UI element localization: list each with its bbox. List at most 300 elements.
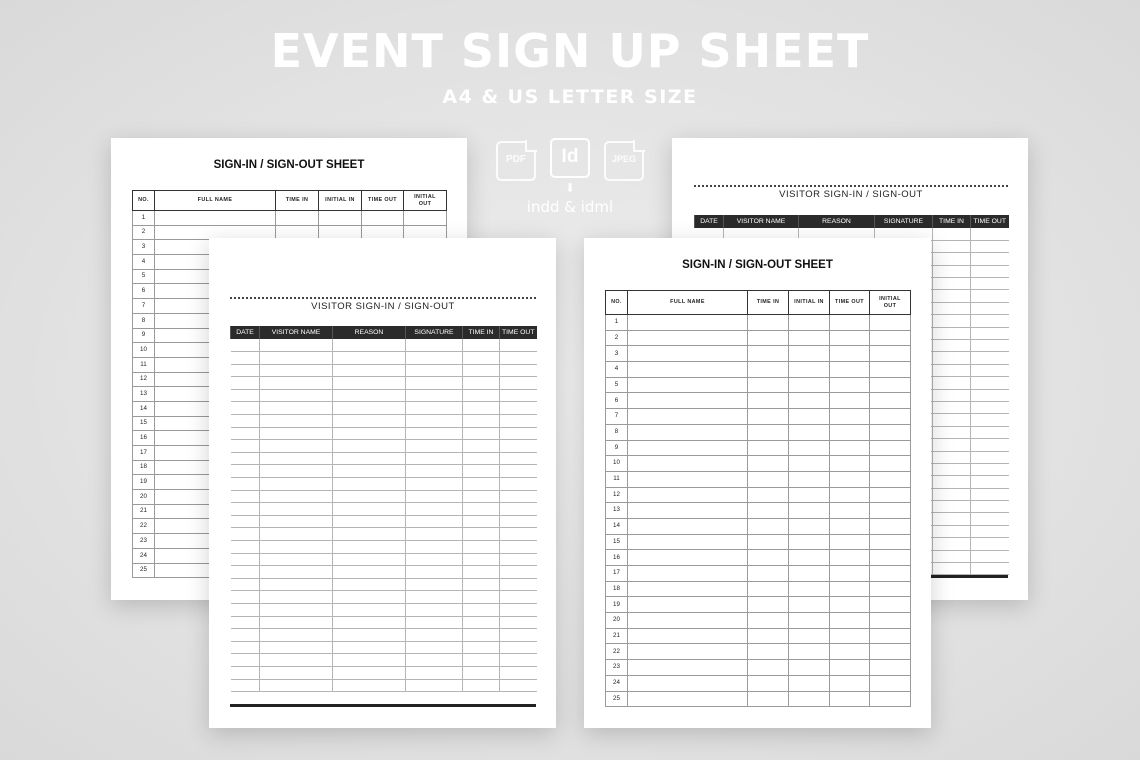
entry-cell[interactable] bbox=[748, 597, 789, 613]
entry-cell[interactable] bbox=[406, 503, 463, 516]
entry-cell[interactable] bbox=[231, 440, 260, 453]
entry-cell[interactable] bbox=[260, 465, 333, 478]
entry-cell[interactable] bbox=[628, 660, 748, 676]
entry-cell[interactable] bbox=[933, 290, 971, 302]
entry-cell[interactable] bbox=[830, 330, 870, 346]
entry-cell[interactable] bbox=[406, 364, 463, 377]
entry-cell[interactable] bbox=[260, 616, 333, 629]
entry-cell[interactable] bbox=[971, 525, 1009, 537]
entry-cell[interactable] bbox=[870, 487, 911, 503]
entry-cell[interactable] bbox=[406, 515, 463, 528]
entry-cell[interactable] bbox=[789, 393, 830, 409]
entry-cell[interactable] bbox=[500, 528, 537, 541]
entry-cell[interactable] bbox=[333, 616, 406, 629]
entry-cell[interactable] bbox=[231, 679, 260, 692]
entry-cell[interactable] bbox=[231, 578, 260, 591]
entry-cell[interactable] bbox=[333, 352, 406, 365]
entry-cell[interactable] bbox=[628, 456, 748, 472]
entry-cell[interactable] bbox=[830, 628, 870, 644]
entry-cell[interactable] bbox=[260, 528, 333, 541]
entry-cell[interactable] bbox=[500, 591, 537, 604]
entry-cell[interactable] bbox=[628, 424, 748, 440]
entry-cell[interactable] bbox=[406, 490, 463, 503]
entry-cell[interactable] bbox=[933, 352, 971, 364]
entry-cell[interactable] bbox=[333, 415, 406, 428]
entry-cell[interactable] bbox=[628, 409, 748, 425]
entry-cell[interactable] bbox=[231, 389, 260, 402]
entry-cell[interactable] bbox=[333, 541, 406, 554]
entry-cell[interactable] bbox=[500, 654, 537, 667]
entry-cell[interactable] bbox=[333, 339, 406, 352]
entry-cell[interactable] bbox=[500, 339, 537, 352]
entry-cell[interactable] bbox=[971, 451, 1009, 463]
entry-cell[interactable] bbox=[406, 452, 463, 465]
entry-cell[interactable] bbox=[870, 456, 911, 472]
entry-cell[interactable] bbox=[971, 364, 1009, 376]
entry-cell[interactable] bbox=[406, 679, 463, 692]
entry-cell[interactable] bbox=[748, 628, 789, 644]
entry-cell[interactable] bbox=[500, 553, 537, 566]
entry-cell[interactable] bbox=[406, 465, 463, 478]
entry-cell[interactable] bbox=[933, 538, 971, 550]
entry-cell[interactable] bbox=[933, 401, 971, 413]
entry-cell[interactable] bbox=[260, 352, 333, 365]
entry-cell[interactable] bbox=[933, 463, 971, 475]
entry-cell[interactable] bbox=[463, 603, 500, 616]
entry-cell[interactable] bbox=[789, 409, 830, 425]
entry-cell[interactable] bbox=[231, 616, 260, 629]
entry-cell[interactable] bbox=[333, 578, 406, 591]
entry-cell[interactable] bbox=[463, 339, 500, 352]
entry-cell[interactable] bbox=[628, 377, 748, 393]
entry-cell[interactable] bbox=[333, 515, 406, 528]
entry-cell[interactable] bbox=[628, 644, 748, 660]
entry-cell[interactable] bbox=[406, 591, 463, 604]
entry-cell[interactable] bbox=[231, 654, 260, 667]
entry-cell[interactable] bbox=[406, 389, 463, 402]
entry-cell[interactable] bbox=[260, 440, 333, 453]
entry-cell[interactable] bbox=[628, 393, 748, 409]
entry-cell[interactable] bbox=[789, 471, 830, 487]
entry-cell[interactable] bbox=[500, 603, 537, 616]
entry-cell[interactable] bbox=[500, 364, 537, 377]
entry-cell[interactable] bbox=[789, 597, 830, 613]
entry-cell[interactable] bbox=[463, 377, 500, 390]
entry-cell[interactable] bbox=[933, 377, 971, 389]
entry-cell[interactable] bbox=[971, 340, 1009, 352]
entry-cell[interactable] bbox=[971, 538, 1009, 550]
entry-cell[interactable] bbox=[231, 629, 260, 642]
entry-cell[interactable] bbox=[463, 654, 500, 667]
entry-cell[interactable] bbox=[789, 330, 830, 346]
entry-cell[interactable] bbox=[789, 518, 830, 534]
entry-cell[interactable] bbox=[333, 654, 406, 667]
entry-cell[interactable] bbox=[500, 666, 537, 679]
entry-cell[interactable] bbox=[870, 346, 911, 362]
entry-cell[interactable] bbox=[231, 377, 260, 390]
entry-cell[interactable] bbox=[500, 679, 537, 692]
entry-cell[interactable] bbox=[789, 660, 830, 676]
entry-cell[interactable] bbox=[971, 253, 1009, 265]
entry-cell[interactable] bbox=[463, 679, 500, 692]
entry-cell[interactable] bbox=[933, 240, 971, 252]
entry-cell[interactable] bbox=[789, 377, 830, 393]
entry-cell[interactable] bbox=[231, 553, 260, 566]
entry-cell[interactable] bbox=[870, 691, 911, 707]
entry-cell[interactable] bbox=[830, 424, 870, 440]
entry-cell[interactable] bbox=[500, 415, 537, 428]
entry-cell[interactable] bbox=[933, 439, 971, 451]
entry-cell[interactable] bbox=[406, 402, 463, 415]
entry-cell[interactable] bbox=[870, 409, 911, 425]
entry-cell[interactable] bbox=[971, 327, 1009, 339]
entry-cell[interactable] bbox=[260, 389, 333, 402]
entry-cell[interactable] bbox=[933, 513, 971, 525]
entry-cell[interactable] bbox=[870, 628, 911, 644]
entry-cell[interactable] bbox=[789, 581, 830, 597]
entry-cell[interactable] bbox=[260, 629, 333, 642]
entry-cell[interactable] bbox=[870, 424, 911, 440]
entry-cell[interactable] bbox=[231, 641, 260, 654]
entry-cell[interactable] bbox=[500, 629, 537, 642]
entry-cell[interactable] bbox=[406, 666, 463, 679]
entry-cell[interactable] bbox=[971, 401, 1009, 413]
entry-cell[interactable] bbox=[260, 427, 333, 440]
entry-cell[interactable] bbox=[231, 415, 260, 428]
entry-cell[interactable] bbox=[748, 424, 789, 440]
entry-cell[interactable] bbox=[260, 452, 333, 465]
entry-cell[interactable] bbox=[748, 675, 789, 691]
entry-cell[interactable] bbox=[830, 377, 870, 393]
entry-cell[interactable] bbox=[933, 563, 971, 575]
entry-cell[interactable] bbox=[748, 362, 789, 378]
entry-cell[interactable] bbox=[463, 541, 500, 554]
entry-cell[interactable] bbox=[500, 452, 537, 465]
entry-cell[interactable] bbox=[870, 503, 911, 519]
entry-cell[interactable] bbox=[231, 465, 260, 478]
entry-cell[interactable] bbox=[231, 591, 260, 604]
entry-cell[interactable] bbox=[333, 503, 406, 516]
entry-cell[interactable] bbox=[500, 503, 537, 516]
entry-cell[interactable] bbox=[463, 591, 500, 604]
entry-cell[interactable] bbox=[260, 603, 333, 616]
entry-cell[interactable] bbox=[628, 550, 748, 566]
entry-cell[interactable] bbox=[748, 315, 789, 331]
entry-cell[interactable] bbox=[870, 362, 911, 378]
entry-cell[interactable] bbox=[333, 666, 406, 679]
entry-cell[interactable] bbox=[933, 476, 971, 488]
entry-cell[interactable] bbox=[789, 691, 830, 707]
entry-cell[interactable] bbox=[933, 426, 971, 438]
entry-cell[interactable] bbox=[260, 641, 333, 654]
entry-cell[interactable] bbox=[830, 362, 870, 378]
entry-cell[interactable] bbox=[748, 346, 789, 362]
entry-cell[interactable] bbox=[628, 597, 748, 613]
entry-cell[interactable] bbox=[333, 452, 406, 465]
entry-cell[interactable] bbox=[260, 566, 333, 579]
entry-cell[interactable] bbox=[231, 478, 260, 491]
entry-cell[interactable] bbox=[333, 490, 406, 503]
entry-cell[interactable] bbox=[789, 362, 830, 378]
entry-cell[interactable] bbox=[933, 340, 971, 352]
entry-cell[interactable] bbox=[500, 566, 537, 579]
entry-cell[interactable] bbox=[463, 515, 500, 528]
entry-cell[interactable] bbox=[260, 654, 333, 667]
entry-cell[interactable] bbox=[333, 478, 406, 491]
entry-cell[interactable] bbox=[628, 581, 748, 597]
entry-cell[interactable] bbox=[933, 525, 971, 537]
entry-cell[interactable] bbox=[933, 364, 971, 376]
entry-cell[interactable] bbox=[406, 541, 463, 554]
entry-cell[interactable] bbox=[231, 339, 260, 352]
entry-cell[interactable] bbox=[463, 629, 500, 642]
entry-cell[interactable] bbox=[971, 476, 1009, 488]
entry-cell[interactable] bbox=[406, 352, 463, 365]
entry-cell[interactable] bbox=[333, 377, 406, 390]
entry-cell[interactable] bbox=[500, 616, 537, 629]
entry-cell[interactable] bbox=[628, 487, 748, 503]
entry-cell[interactable] bbox=[231, 528, 260, 541]
entry-cell[interactable] bbox=[870, 330, 911, 346]
entry-cell[interactable] bbox=[362, 211, 404, 226]
entry-cell[interactable] bbox=[155, 211, 276, 226]
entry-cell[interactable] bbox=[870, 440, 911, 456]
entry-cell[interactable] bbox=[333, 364, 406, 377]
entry-cell[interactable] bbox=[933, 501, 971, 513]
entry-cell[interactable] bbox=[500, 490, 537, 503]
entry-cell[interactable] bbox=[628, 566, 748, 582]
entry-cell[interactable] bbox=[870, 660, 911, 676]
entry-cell[interactable] bbox=[260, 402, 333, 415]
entry-cell[interactable] bbox=[830, 487, 870, 503]
entry-cell[interactable] bbox=[333, 629, 406, 642]
entry-cell[interactable] bbox=[628, 362, 748, 378]
entry-cell[interactable] bbox=[463, 490, 500, 503]
entry-cell[interactable] bbox=[971, 240, 1009, 252]
entry-cell[interactable] bbox=[260, 490, 333, 503]
entry-cell[interactable] bbox=[628, 315, 748, 331]
entry-cell[interactable] bbox=[406, 641, 463, 654]
entry-cell[interactable] bbox=[789, 628, 830, 644]
entry-cell[interactable] bbox=[789, 315, 830, 331]
entry-cell[interactable] bbox=[830, 534, 870, 550]
entry-cell[interactable] bbox=[830, 393, 870, 409]
entry-cell[interactable] bbox=[971, 414, 1009, 426]
entry-cell[interactable] bbox=[748, 330, 789, 346]
entry-cell[interactable] bbox=[333, 465, 406, 478]
entry-cell[interactable] bbox=[830, 675, 870, 691]
entry-cell[interactable] bbox=[933, 278, 971, 290]
entry-cell[interactable] bbox=[231, 503, 260, 516]
entry-cell[interactable] bbox=[260, 478, 333, 491]
entry-cell[interactable] bbox=[748, 566, 789, 582]
entry-cell[interactable] bbox=[748, 409, 789, 425]
entry-cell[interactable] bbox=[748, 691, 789, 707]
entry-cell[interactable] bbox=[870, 518, 911, 534]
entry-cell[interactable] bbox=[830, 409, 870, 425]
entry-cell[interactable] bbox=[748, 503, 789, 519]
entry-cell[interactable] bbox=[628, 503, 748, 519]
entry-cell[interactable] bbox=[406, 339, 463, 352]
entry-cell[interactable] bbox=[231, 364, 260, 377]
entry-cell[interactable] bbox=[406, 427, 463, 440]
entry-cell[interactable] bbox=[406, 553, 463, 566]
entry-cell[interactable] bbox=[500, 465, 537, 478]
entry-cell[interactable] bbox=[830, 346, 870, 362]
entry-cell[interactable] bbox=[971, 290, 1009, 302]
entry-cell[interactable] bbox=[789, 503, 830, 519]
entry-cell[interactable] bbox=[933, 414, 971, 426]
entry-cell[interactable] bbox=[406, 415, 463, 428]
entry-cell[interactable] bbox=[463, 452, 500, 465]
entry-cell[interactable] bbox=[830, 550, 870, 566]
entry-cell[interactable] bbox=[830, 456, 870, 472]
entry-cell[interactable] bbox=[971, 228, 1009, 240]
entry-cell[interactable] bbox=[231, 490, 260, 503]
entry-cell[interactable] bbox=[748, 534, 789, 550]
entry-cell[interactable] bbox=[830, 581, 870, 597]
entry-cell[interactable] bbox=[870, 581, 911, 597]
entry-cell[interactable] bbox=[971, 426, 1009, 438]
entry-cell[interactable] bbox=[971, 278, 1009, 290]
entry-cell[interactable] bbox=[231, 666, 260, 679]
entry-cell[interactable] bbox=[628, 628, 748, 644]
entry-cell[interactable] bbox=[406, 377, 463, 390]
entry-cell[interactable] bbox=[406, 566, 463, 579]
entry-cell[interactable] bbox=[933, 265, 971, 277]
entry-cell[interactable] bbox=[260, 591, 333, 604]
entry-cell[interactable] bbox=[628, 440, 748, 456]
entry-cell[interactable] bbox=[463, 553, 500, 566]
entry-cell[interactable] bbox=[406, 603, 463, 616]
entry-cell[interactable] bbox=[260, 364, 333, 377]
entry-cell[interactable] bbox=[463, 364, 500, 377]
entry-cell[interactable] bbox=[231, 402, 260, 415]
entry-cell[interactable] bbox=[463, 641, 500, 654]
entry-cell[interactable] bbox=[500, 377, 537, 390]
entry-cell[interactable] bbox=[260, 541, 333, 554]
entry-cell[interactable] bbox=[830, 440, 870, 456]
entry-cell[interactable] bbox=[971, 315, 1009, 327]
entry-cell[interactable] bbox=[463, 465, 500, 478]
entry-cell[interactable] bbox=[231, 352, 260, 365]
entry-cell[interactable] bbox=[463, 528, 500, 541]
entry-cell[interactable] bbox=[870, 613, 911, 629]
entry-cell[interactable] bbox=[463, 352, 500, 365]
entry-cell[interactable] bbox=[748, 518, 789, 534]
entry-cell[interactable] bbox=[830, 566, 870, 582]
entry-cell[interactable] bbox=[933, 302, 971, 314]
entry-cell[interactable] bbox=[933, 315, 971, 327]
entry-cell[interactable] bbox=[748, 660, 789, 676]
entry-cell[interactable] bbox=[260, 679, 333, 692]
entry-cell[interactable] bbox=[789, 346, 830, 362]
entry-cell[interactable] bbox=[500, 641, 537, 654]
entry-cell[interactable] bbox=[789, 534, 830, 550]
entry-cell[interactable] bbox=[404, 211, 447, 226]
entry-cell[interactable] bbox=[500, 427, 537, 440]
entry-cell[interactable] bbox=[830, 691, 870, 707]
entry-cell[interactable] bbox=[333, 402, 406, 415]
entry-cell[interactable] bbox=[870, 597, 911, 613]
entry-cell[interactable] bbox=[500, 389, 537, 402]
entry-cell[interactable] bbox=[789, 440, 830, 456]
entry-cell[interactable] bbox=[748, 471, 789, 487]
entry-cell[interactable] bbox=[463, 666, 500, 679]
entry-cell[interactable] bbox=[830, 660, 870, 676]
entry-cell[interactable] bbox=[789, 424, 830, 440]
entry-cell[interactable] bbox=[463, 389, 500, 402]
entry-cell[interactable] bbox=[830, 471, 870, 487]
entry-cell[interactable] bbox=[463, 478, 500, 491]
entry-cell[interactable] bbox=[789, 456, 830, 472]
entry-cell[interactable] bbox=[463, 578, 500, 591]
entry-cell[interactable] bbox=[628, 691, 748, 707]
entry-cell[interactable] bbox=[870, 566, 911, 582]
entry-cell[interactable] bbox=[870, 393, 911, 409]
entry-cell[interactable] bbox=[971, 439, 1009, 451]
entry-cell[interactable] bbox=[406, 629, 463, 642]
entry-cell[interactable] bbox=[276, 211, 319, 226]
entry-cell[interactable] bbox=[933, 451, 971, 463]
entry-cell[interactable] bbox=[933, 228, 971, 240]
entry-cell[interactable] bbox=[933, 550, 971, 562]
entry-cell[interactable] bbox=[319, 211, 362, 226]
entry-cell[interactable] bbox=[748, 377, 789, 393]
entry-cell[interactable] bbox=[971, 501, 1009, 513]
entry-cell[interactable] bbox=[260, 503, 333, 516]
entry-cell[interactable] bbox=[463, 440, 500, 453]
entry-cell[interactable] bbox=[628, 471, 748, 487]
entry-cell[interactable] bbox=[870, 644, 911, 660]
entry-cell[interactable] bbox=[260, 515, 333, 528]
entry-cell[interactable] bbox=[933, 488, 971, 500]
entry-cell[interactable] bbox=[260, 578, 333, 591]
entry-cell[interactable] bbox=[830, 597, 870, 613]
entry-cell[interactable] bbox=[933, 389, 971, 401]
entry-cell[interactable] bbox=[870, 675, 911, 691]
entry-cell[interactable] bbox=[628, 346, 748, 362]
entry-cell[interactable] bbox=[628, 675, 748, 691]
entry-cell[interactable] bbox=[333, 528, 406, 541]
entry-cell[interactable] bbox=[789, 566, 830, 582]
entry-cell[interactable] bbox=[231, 603, 260, 616]
entry-cell[interactable] bbox=[463, 427, 500, 440]
entry-cell[interactable] bbox=[406, 578, 463, 591]
entry-cell[interactable] bbox=[260, 553, 333, 566]
entry-cell[interactable] bbox=[406, 616, 463, 629]
entry-cell[interactable] bbox=[830, 503, 870, 519]
entry-cell[interactable] bbox=[748, 550, 789, 566]
entry-cell[interactable] bbox=[789, 550, 830, 566]
entry-cell[interactable] bbox=[971, 563, 1009, 575]
entry-cell[interactable] bbox=[231, 427, 260, 440]
entry-cell[interactable] bbox=[260, 339, 333, 352]
entry-cell[interactable] bbox=[500, 402, 537, 415]
entry-cell[interactable] bbox=[333, 389, 406, 402]
entry-cell[interactable] bbox=[406, 478, 463, 491]
entry-cell[interactable] bbox=[870, 377, 911, 393]
entry-cell[interactable] bbox=[463, 566, 500, 579]
entry-cell[interactable] bbox=[971, 550, 1009, 562]
entry-cell[interactable] bbox=[971, 352, 1009, 364]
entry-cell[interactable] bbox=[500, 515, 537, 528]
entry-cell[interactable] bbox=[231, 541, 260, 554]
entry-cell[interactable] bbox=[971, 463, 1009, 475]
entry-cell[interactable] bbox=[231, 515, 260, 528]
entry-cell[interactable] bbox=[260, 415, 333, 428]
entry-cell[interactable] bbox=[463, 503, 500, 516]
